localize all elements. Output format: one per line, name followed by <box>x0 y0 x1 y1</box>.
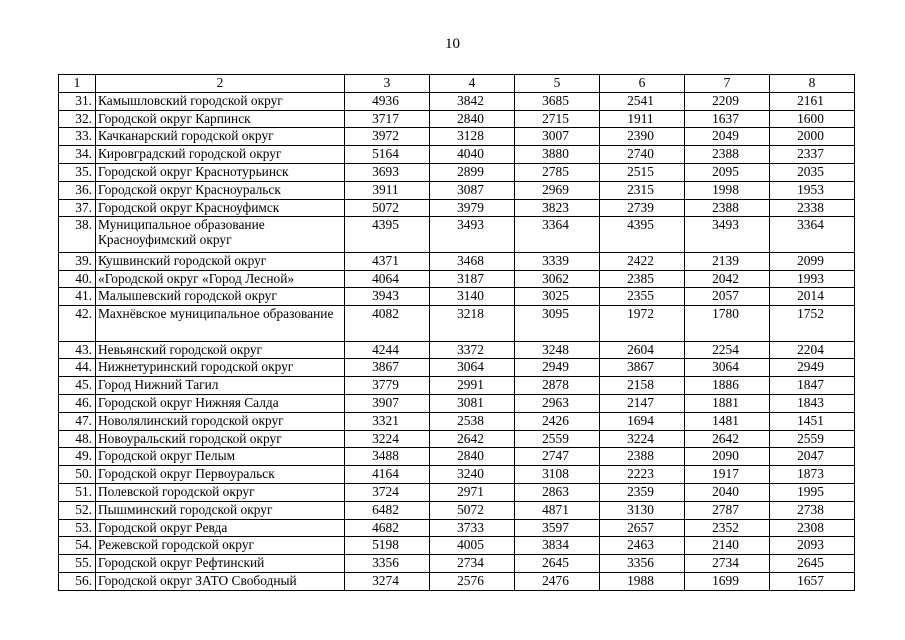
value-cell: 3488 <box>345 448 430 466</box>
value-cell: 1451 <box>770 412 855 430</box>
row-number-cell: 44. <box>59 359 96 377</box>
row-number-cell: 56. <box>59 572 96 590</box>
municipality-name-cell: Город Нижний Тагил <box>96 377 345 395</box>
column-header: 5 <box>515 75 600 93</box>
table-row <box>59 394 855 412</box>
column-header: 7 <box>685 75 770 93</box>
municipality-name-cell: Городской округ Рефтинский <box>96 555 345 573</box>
value-cell: 2738 <box>770 501 855 519</box>
table-row <box>59 128 855 146</box>
value-cell: 2559 <box>770 430 855 448</box>
value-cell: 2645 <box>770 555 855 573</box>
value-cell: 2969 <box>515 181 600 199</box>
value-cell: 2604 <box>600 341 685 359</box>
municipality-name-cell: Малышевский городской округ <box>96 288 345 306</box>
table-row <box>59 341 855 359</box>
value-cell: 2254 <box>685 341 770 359</box>
value-cell: 5164 <box>345 146 430 164</box>
municipality-name-cell: Новолялинский городской округ <box>96 412 345 430</box>
value-cell: 3062 <box>515 270 600 288</box>
table-row <box>59 483 855 501</box>
value-cell: 1637 <box>685 110 770 128</box>
value-cell: 2963 <box>515 394 600 412</box>
column-header: 8 <box>770 75 855 93</box>
value-cell: 2541 <box>600 92 685 110</box>
value-cell: 2422 <box>600 252 685 270</box>
value-cell: 3128 <box>430 128 515 146</box>
value-cell: 2949 <box>770 359 855 377</box>
column-header: 6 <box>600 75 685 93</box>
value-cell: 2338 <box>770 199 855 217</box>
value-cell: 1953 <box>770 181 855 199</box>
value-cell: 1886 <box>685 377 770 395</box>
value-cell: 3140 <box>430 288 515 306</box>
value-cell: 2090 <box>685 448 770 466</box>
value-cell: 2161 <box>770 92 855 110</box>
value-cell: 2747 <box>515 448 600 466</box>
value-cell: 3064 <box>430 359 515 377</box>
value-cell: 2476 <box>515 572 600 590</box>
value-cell: 2426 <box>515 412 600 430</box>
value-cell: 3108 <box>515 466 600 484</box>
value-cell: 2785 <box>515 163 600 181</box>
row-number-cell: 39. <box>59 252 96 270</box>
value-cell: 4395 <box>345 217 430 252</box>
table-row <box>59 288 855 306</box>
value-cell: 3779 <box>345 377 430 395</box>
value-cell: 1988 <box>600 572 685 590</box>
value-cell: 3339 <box>515 252 600 270</box>
value-cell: 3823 <box>515 199 600 217</box>
value-cell: 4871 <box>515 501 600 519</box>
value-cell: 2057 <box>685 288 770 306</box>
value-cell: 1881 <box>685 394 770 412</box>
value-cell: 3468 <box>430 252 515 270</box>
value-cell: 3095 <box>515 306 600 341</box>
value-cell: 3364 <box>770 217 855 252</box>
value-cell: 4064 <box>345 270 430 288</box>
table-row <box>59 377 855 395</box>
municipality-name-cell: Городской округ Нижняя Салда <box>96 394 345 412</box>
data-table <box>58 74 855 591</box>
value-cell: 6482 <box>345 501 430 519</box>
table-row <box>59 110 855 128</box>
value-cell: 2388 <box>600 448 685 466</box>
value-cell: 2878 <box>515 377 600 395</box>
municipality-name-cell: Городской округ Ревда <box>96 519 345 537</box>
row-number-cell: 42. <box>59 306 96 341</box>
value-cell: 2042 <box>685 270 770 288</box>
value-cell: 3364 <box>515 217 600 252</box>
row-number-cell: 36. <box>59 181 96 199</box>
value-cell: 1998 <box>685 181 770 199</box>
column-header: 4 <box>430 75 515 93</box>
value-cell: 3907 <box>345 394 430 412</box>
value-cell: 4682 <box>345 519 430 537</box>
row-number-cell: 49. <box>59 448 96 466</box>
value-cell: 3979 <box>430 199 515 217</box>
value-cell: 1843 <box>770 394 855 412</box>
row-number-cell: 52. <box>59 501 96 519</box>
municipality-name-cell: Городской округ ЗАТО Свободный <box>96 572 345 590</box>
value-cell: 3943 <box>345 288 430 306</box>
value-cell: 3087 <box>430 181 515 199</box>
row-number-cell: 55. <box>59 555 96 573</box>
row-number-cell: 40. <box>59 270 96 288</box>
row-number-cell: 47. <box>59 412 96 430</box>
value-cell: 3724 <box>345 483 430 501</box>
value-cell: 1873 <box>770 466 855 484</box>
value-cell: 3733 <box>430 519 515 537</box>
value-cell: 3356 <box>345 555 430 573</box>
table-row <box>59 359 855 377</box>
table-row <box>59 92 855 110</box>
municipality-name-cell: Городской округ Карпинск <box>96 110 345 128</box>
column-header: 2 <box>96 75 345 93</box>
table-row <box>59 181 855 199</box>
value-cell: 1917 <box>685 466 770 484</box>
value-cell: 2388 <box>685 199 770 217</box>
table-row <box>59 466 855 484</box>
value-cell: 2787 <box>685 501 770 519</box>
value-cell: 3007 <box>515 128 600 146</box>
value-cell: 4082 <box>345 306 430 341</box>
municipality-name-cell: Кушвинский городской округ <box>96 252 345 270</box>
value-cell: 2095 <box>685 163 770 181</box>
value-cell: 3356 <box>600 555 685 573</box>
value-cell: 2642 <box>685 430 770 448</box>
value-cell: 4371 <box>345 252 430 270</box>
municipality-name-cell: Кировградский городской округ <box>96 146 345 164</box>
table-row <box>59 270 855 288</box>
value-cell: 1600 <box>770 110 855 128</box>
row-number-cell: 54. <box>59 537 96 555</box>
value-cell: 4936 <box>345 92 430 110</box>
value-cell: 3081 <box>430 394 515 412</box>
column-header: 1 <box>59 75 96 93</box>
value-cell: 2899 <box>430 163 515 181</box>
value-cell: 2139 <box>685 252 770 270</box>
table-row <box>59 217 855 252</box>
value-cell: 3130 <box>600 501 685 519</box>
value-cell: 2463 <box>600 537 685 555</box>
row-number-cell: 41. <box>59 288 96 306</box>
row-number-cell: 51. <box>59 483 96 501</box>
table-row <box>59 430 855 448</box>
value-cell: 3493 <box>685 217 770 252</box>
value-cell: 2645 <box>515 555 600 573</box>
municipality-name-cell: «Городской округ «Город Лесной» <box>96 270 345 288</box>
value-cell: 3972 <box>345 128 430 146</box>
value-cell: 4164 <box>345 466 430 484</box>
value-cell: 4395 <box>600 217 685 252</box>
municipality-name-cell: Полевской городской округ <box>96 483 345 501</box>
table-row <box>59 252 855 270</box>
value-cell: 1657 <box>770 572 855 590</box>
value-cell: 2014 <box>770 288 855 306</box>
table-row <box>59 448 855 466</box>
value-cell: 3834 <box>515 537 600 555</box>
value-cell: 3597 <box>515 519 600 537</box>
value-cell: 3867 <box>345 359 430 377</box>
table-row <box>59 163 855 181</box>
value-cell: 2204 <box>770 341 855 359</box>
value-cell: 1694 <box>600 412 685 430</box>
value-cell: 1972 <box>600 306 685 341</box>
value-cell: 3693 <box>345 163 430 181</box>
row-number-cell: 37. <box>59 199 96 217</box>
value-cell: 2035 <box>770 163 855 181</box>
value-cell: 5072 <box>345 199 430 217</box>
page-number: 10 <box>445 36 460 52</box>
value-cell: 2515 <box>600 163 685 181</box>
municipality-name-cell: Качканарский городской округ <box>96 128 345 146</box>
value-cell: 2147 <box>600 394 685 412</box>
value-cell: 2355 <box>600 288 685 306</box>
value-cell: 2099 <box>770 252 855 270</box>
value-cell: 4244 <box>345 341 430 359</box>
value-cell: 3867 <box>600 359 685 377</box>
value-cell: 2047 <box>770 448 855 466</box>
value-cell: 3248 <box>515 341 600 359</box>
value-cell: 2093 <box>770 537 855 555</box>
value-cell: 3025 <box>515 288 600 306</box>
row-number-cell: 53. <box>59 519 96 537</box>
value-cell: 2315 <box>600 181 685 199</box>
value-cell: 2971 <box>430 483 515 501</box>
value-cell: 2840 <box>430 448 515 466</box>
municipality-name-cell: Нижнетуринский городской округ <box>96 359 345 377</box>
value-cell: 2308 <box>770 519 855 537</box>
value-cell: 3187 <box>430 270 515 288</box>
value-cell: 3717 <box>345 110 430 128</box>
row-number-cell: 32. <box>59 110 96 128</box>
row-number-cell: 46. <box>59 394 96 412</box>
value-cell: 5072 <box>430 501 515 519</box>
row-number-cell: 38. <box>59 217 96 252</box>
value-cell: 3493 <box>430 217 515 252</box>
value-cell: 2949 <box>515 359 600 377</box>
municipality-name-cell: Городской округ Красноуральск <box>96 181 345 199</box>
value-cell: 3880 <box>515 146 600 164</box>
value-cell: 2991 <box>430 377 515 395</box>
row-number-cell: 34. <box>59 146 96 164</box>
municipality-name-cell: Новоуральский городской округ <box>96 430 345 448</box>
value-cell: 2140 <box>685 537 770 555</box>
value-cell: 2000 <box>770 128 855 146</box>
municipality-name-cell: Городской округ Пелым <box>96 448 345 466</box>
table-row <box>59 537 855 555</box>
value-cell: 3064 <box>685 359 770 377</box>
value-cell: 2657 <box>600 519 685 537</box>
value-cell: 1847 <box>770 377 855 395</box>
value-cell: 2352 <box>685 519 770 537</box>
column-header: 3 <box>345 75 430 93</box>
value-cell: 2559 <box>515 430 600 448</box>
value-cell: 4040 <box>430 146 515 164</box>
row-number-cell: 50. <box>59 466 96 484</box>
row-number-cell: 31. <box>59 92 96 110</box>
municipality-name-cell: Камышловский городской округ <box>96 92 345 110</box>
value-cell: 3218 <box>430 306 515 341</box>
row-number-cell: 43. <box>59 341 96 359</box>
value-cell: 3842 <box>430 92 515 110</box>
value-cell: 1780 <box>685 306 770 341</box>
value-cell: 3911 <box>345 181 430 199</box>
row-number-cell: 33. <box>59 128 96 146</box>
municipality-name-cell: Городской округ Краснотурьинск <box>96 163 345 181</box>
municipality-name-cell: Городской округ Красноуфимск <box>96 199 345 217</box>
value-cell: 2223 <box>600 466 685 484</box>
value-cell: 4005 <box>430 537 515 555</box>
row-number-cell: 35. <box>59 163 96 181</box>
municipality-name-cell: Невьянский городской округ <box>96 341 345 359</box>
value-cell: 5198 <box>345 537 430 555</box>
row-number-cell: 48. <box>59 430 96 448</box>
value-cell: 1993 <box>770 270 855 288</box>
value-cell: 3224 <box>345 430 430 448</box>
table-row <box>59 501 855 519</box>
value-cell: 1911 <box>600 110 685 128</box>
table-row <box>59 555 855 573</box>
value-cell: 1481 <box>685 412 770 430</box>
table-row <box>59 519 855 537</box>
value-cell: 2840 <box>430 110 515 128</box>
value-cell: 1752 <box>770 306 855 341</box>
municipality-name-cell: Махнёвское муниципальное образование <box>96 306 345 341</box>
value-cell: 2390 <box>600 128 685 146</box>
value-cell: 2734 <box>430 555 515 573</box>
municipality-name-cell: Городской округ Первоуральск <box>96 466 345 484</box>
municipality-name-cell: Муниципальное образование Красноуфимский округ <box>96 217 345 252</box>
value-cell: 2715 <box>515 110 600 128</box>
table-row <box>59 412 855 430</box>
value-cell: 2385 <box>600 270 685 288</box>
value-cell: 3274 <box>345 572 430 590</box>
value-cell: 2538 <box>430 412 515 430</box>
value-cell: 3240 <box>430 466 515 484</box>
table-row <box>59 572 855 590</box>
value-cell: 1995 <box>770 483 855 501</box>
value-cell: 1699 <box>685 572 770 590</box>
municipality-name-cell: Режевской городской округ <box>96 537 345 555</box>
value-cell: 2642 <box>430 430 515 448</box>
value-cell: 2863 <box>515 483 600 501</box>
value-cell: 2040 <box>685 483 770 501</box>
table-header-row <box>59 75 855 93</box>
value-cell: 2049 <box>685 128 770 146</box>
value-cell: 3224 <box>600 430 685 448</box>
value-cell: 2359 <box>600 483 685 501</box>
value-cell: 2576 <box>430 572 515 590</box>
value-cell: 2158 <box>600 377 685 395</box>
table-row <box>59 146 855 164</box>
value-cell: 2734 <box>685 555 770 573</box>
municipality-name-cell: Пышминский городской округ <box>96 501 345 519</box>
table-row <box>59 306 855 341</box>
value-cell: 2740 <box>600 146 685 164</box>
row-number-cell: 45. <box>59 377 96 395</box>
value-cell: 2337 <box>770 146 855 164</box>
value-cell: 3321 <box>345 412 430 430</box>
value-cell: 3685 <box>515 92 600 110</box>
value-cell: 2388 <box>685 146 770 164</box>
value-cell: 3372 <box>430 341 515 359</box>
value-cell: 2209 <box>685 92 770 110</box>
table-row <box>59 199 855 217</box>
value-cell: 2739 <box>600 199 685 217</box>
